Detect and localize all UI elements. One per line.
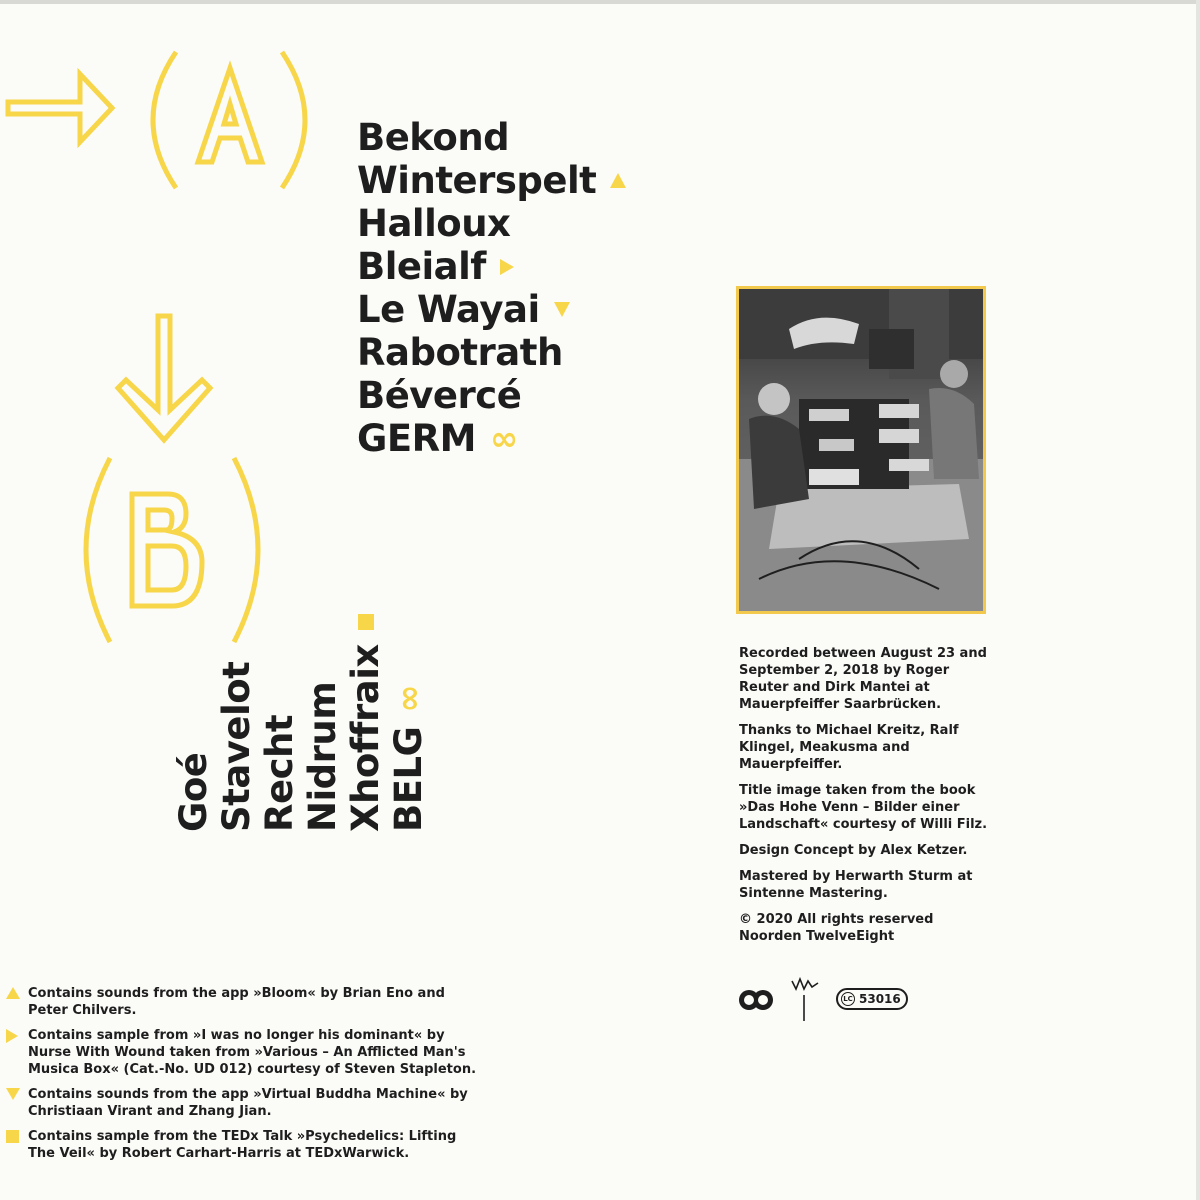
- square-icon: [358, 614, 374, 630]
- track-title: Bleialf: [357, 245, 486, 288]
- credit-copyright: © 2020 All rights reserved Noorden TwelveEight: [739, 912, 934, 944]
- sample-note-text: Contains sounds from the app »Virtual Buddha Machine« by Christiaan Virant and Zhang Jian.: [28, 1087, 468, 1119]
- track-title: Winterspelt: [357, 159, 597, 202]
- label-signature-icon: [792, 979, 818, 1021]
- track-a-6: [357, 331, 626, 374]
- credit-title-image: Title image taken from the book »Das Hohe Venn – Bilder einer Landschaft« courtesy of Willi Filz.: [739, 783, 988, 832]
- triangle-right-icon: [500, 259, 514, 275]
- paren-close-a: [282, 52, 305, 188]
- lc-number: 53016: [859, 992, 901, 1006]
- track-title: BELG: [387, 726, 430, 832]
- arrow-down-icon: [118, 316, 210, 440]
- track-title: Goé: [172, 752, 215, 832]
- track-a-8: [357, 417, 626, 460]
- infinity-icon: ∞: [489, 418, 518, 459]
- track-a-3: [357, 202, 626, 245]
- track-a-4: [357, 245, 626, 288]
- logo-graphics: [738, 975, 833, 1025]
- studio-photo-image: [739, 289, 983, 611]
- track-a-5: [357, 288, 626, 331]
- track-title: Bekond: [357, 116, 510, 159]
- infinity-icon: ∞: [388, 684, 429, 713]
- track-a-7: [357, 374, 626, 417]
- sample-note-text: Contains sample from »I was no longer his dominant« by Nurse With Wound taken from »Various – An Afflicted Man's Musica Box« (Cat.-No. UD 012) courtesy of Steven Stapleton.: [28, 1028, 477, 1077]
- sleeve-right-edge: [1196, 0, 1200, 1200]
- label-logos: [738, 975, 918, 1025]
- side-a-tracklist: [357, 116, 626, 460]
- track-b-1: [172, 614, 215, 832]
- sample-notes: [6, 985, 476, 1170]
- paren-open-a: [153, 52, 176, 188]
- sample-note: [6, 1086, 476, 1120]
- track-title: Nidrum: [301, 681, 344, 832]
- sample-note-text: Contains sample from the TEDx Talk »Psychedelics: Lifting The Veil« by Robert Carhart-Harris at TEDxWarwick.: [28, 1129, 457, 1161]
- track-a-2: [357, 159, 626, 202]
- triangle-down-icon: [6, 1088, 20, 1100]
- track-b-4: [301, 614, 344, 832]
- side-b-tracklist: [172, 614, 430, 832]
- letter-a-outline: [198, 68, 262, 162]
- square-icon: [6, 1130, 19, 1143]
- sample-note: [6, 1128, 476, 1162]
- track-b-5: [344, 614, 387, 832]
- sample-note-text: Contains sounds from the app »Bloom« by Brian Eno and Peter Chilvers.: [28, 986, 445, 1018]
- double-ring-icon: [739, 990, 773, 1010]
- credit-recorded: Recorded between August 23 and September 2, 2018 by Roger Reuter and Dirk Mantei at Mauerpfeiffer Saarbrücken.: [739, 646, 987, 712]
- track-title: GERM: [357, 417, 476, 460]
- letter-b-outline: [132, 494, 202, 606]
- track-a-1: [357, 116, 626, 159]
- triangle-down-icon: [554, 302, 570, 317]
- lc-prefix: LC: [841, 992, 855, 1006]
- credit-mastered: Mastered by Herwarth Sturm at Sintenne Mastering.: [739, 869, 973, 901]
- triangle-up-icon: [6, 987, 20, 999]
- credit-design: Design Concept by Alex Ketzer.: [739, 843, 968, 858]
- track-b-3: [258, 614, 301, 832]
- label-code-badge: [836, 988, 908, 1010]
- paren-open-b: [86, 458, 110, 642]
- triangle-up-icon: [610, 173, 626, 188]
- credit-thanks: Thanks to Michael Kreitz, Ralf Klingel, Meakusma and Mauerpfeiffer.: [739, 723, 959, 772]
- sample-note: [6, 1027, 476, 1078]
- track-title: Stavelot: [215, 661, 258, 832]
- track-title: Rabotrath: [357, 331, 563, 374]
- track-b-2: [215, 614, 258, 832]
- sample-note: [6, 985, 476, 1019]
- arrow-right-icon: [8, 74, 112, 142]
- track-title: Xhoffraix: [344, 644, 387, 832]
- track-title: Recht: [258, 714, 301, 832]
- track-title: Le Wayai: [357, 288, 540, 331]
- credits-block: [739, 645, 989, 954]
- triangle-right-icon: [6, 1029, 18, 1043]
- track-title: Bévercé: [357, 374, 522, 417]
- track-title: Halloux: [357, 202, 511, 245]
- studio-photo: [736, 286, 986, 614]
- track-b-6: [387, 614, 430, 832]
